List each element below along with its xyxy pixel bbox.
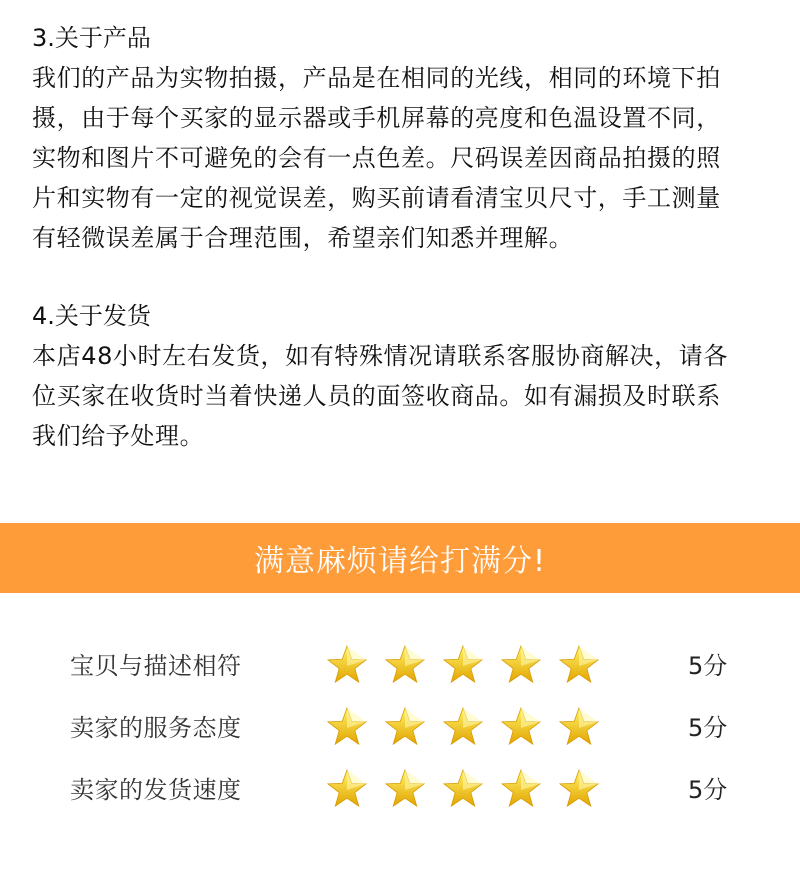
rating-score: 5分: [688, 776, 728, 804]
star-icon: [326, 644, 368, 686]
rating-list: [0, 632, 800, 818]
star-icon: [558, 768, 600, 810]
product-note-line: 我们的产品为实物拍摄，产品是在相同的光线，相同的环境下拍: [32, 64, 721, 92]
rating-stars: [326, 644, 616, 686]
rating-row: [0, 632, 800, 694]
star-icon: [326, 768, 368, 810]
notes-section: [32, 18, 777, 456]
rating-stars: [326, 768, 616, 810]
star-icon: [384, 706, 426, 748]
star-icon: [500, 644, 542, 686]
star-icon: [384, 644, 426, 686]
banner-text: 满意麻烦请给打满分!: [253, 544, 547, 579]
product-note-line: 片和实物有一定的视觉误差，购买前请看清宝贝尺寸，手工测量: [32, 184, 721, 212]
rating-score: 5分: [688, 652, 728, 680]
star-icon: [500, 768, 542, 810]
rating-score: 5分: [688, 714, 728, 742]
star-icon: [558, 706, 600, 748]
product-note-line: 摄，由于每个买家的显示器或手机屏幕的亮度和色温设置不同，: [32, 104, 721, 132]
rating-label: 卖家的服务态度: [70, 714, 242, 742]
section-title-shipping: 4.关于发货: [32, 302, 151, 330]
rating-row: [0, 694, 800, 756]
rating-row: [0, 756, 800, 818]
shipping-note-line: 我们给予处理。: [32, 422, 205, 450]
star-icon: [326, 706, 368, 748]
section-title-product: 3.关于产品: [32, 24, 151, 52]
star-icon: [442, 706, 484, 748]
product-note-line: 实物和图片不可避免的会有一点色差。尺码误差因商品拍摄的照: [32, 144, 721, 172]
star-icon: [442, 768, 484, 810]
star-icon: [442, 644, 484, 686]
rating-label: 宝贝与描述相符: [70, 652, 242, 680]
section-spacer: [32, 258, 777, 296]
shipping-note-line: 本店48小时左右发货，如有特殊情况请联系客服协商解决，请各: [32, 342, 728, 370]
rating-request-banner: [0, 523, 800, 593]
product-note-line: 有轻微误差属于合理范围，希望亲们知悉并理解。: [32, 224, 574, 252]
star-icon: [558, 644, 600, 686]
rating-label: 卖家的发货速度: [70, 776, 242, 804]
shipping-note-line: 位买家在收货时当着快递人员的面签收商品。如有漏损及时联系: [32, 382, 721, 410]
rating-stars: [326, 706, 616, 748]
star-icon: [500, 706, 542, 748]
star-icon: [384, 768, 426, 810]
